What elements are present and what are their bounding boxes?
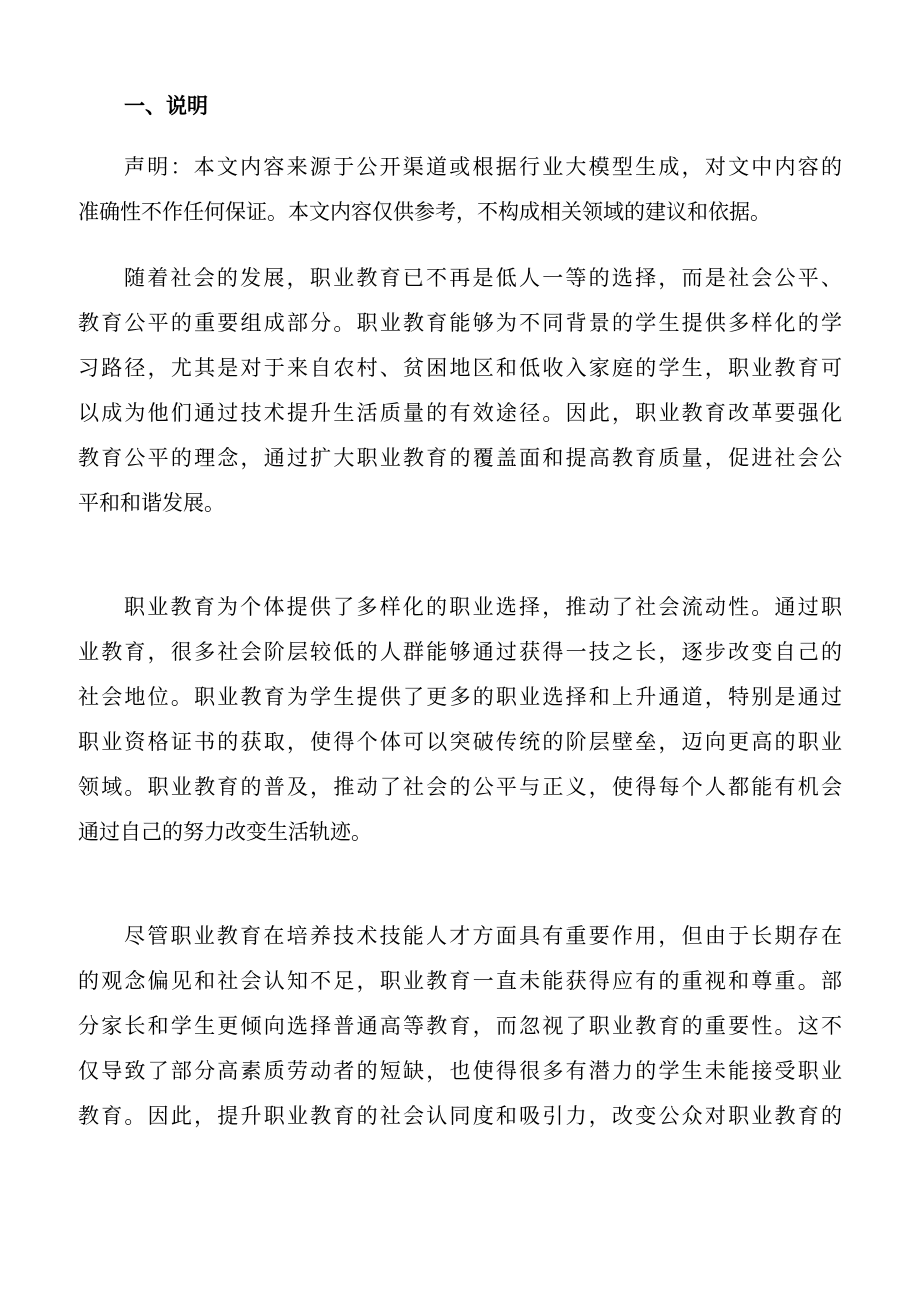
paragraph-line: 声明：本文内容来源于公开渠道或根据行业大模型生成，对文中内容的: [124, 155, 842, 179]
paragraph-line: 以成为他们通过技术提升生活质量的有效途径。因此，职业教育改革要强化: [78, 401, 842, 425]
body-paragraph: [78, 256, 842, 526]
paragraph-line: 的观念偏见和社会认知不足，职业教育一直未能获得应有的重视和尊重。部: [78, 969, 842, 993]
paragraph-line: 职业资格证书的获取，使得个体可以突破传统的阶层壁垒，迈向更高的职业: [78, 730, 842, 754]
paragraph-line: 分家长和学生更倾向选择普通高等教育，而忽视了职业教育的重要性。这不: [78, 1014, 842, 1038]
paragraph-line: 通过自己的努力改变生活轨迹。: [78, 820, 372, 844]
paragraph-line: 准确性不作任何保证。本文内容仅供参考，不构成相关领域的建议和依据。: [78, 200, 771, 224]
paragraph-line: 业教育，很多社会阶层较低的人群能够通过获得一技之长，逐步改变自己的: [78, 640, 842, 664]
paragraph-line: 尽管职业教育在培养技术技能人才方面具有重要作用，但由于长期存在: [124, 924, 842, 948]
paragraph-line: 教育。因此，提升职业教育的社会认同度和吸引力，改变公众对职业教育的: [78, 1104, 842, 1128]
body-paragraph: [78, 585, 842, 855]
paragraph-line: 领域。职业教育的普及，推动了社会的公平与正义，使得每个人都能有机会: [78, 775, 842, 799]
paragraph-line: 随着社会的发展，职业教育已不再是低人一等的选择，而是社会公平、: [124, 266, 842, 290]
paragraph-line: 平和和谐发展。: [78, 491, 225, 515]
body-paragraph: [78, 914, 842, 1139]
paragraph-line: 习路径，尤其是对于来自农村、贫困地区和低收入家庭的学生，职业教育可: [78, 356, 842, 380]
disclaimer-paragraph: [78, 145, 842, 235]
paragraph-line: 仅导致了部分高素质劳动者的短缺，也使得很多有潜力的学生未能接受职业: [78, 1059, 842, 1083]
paragraph-line: 职业教育为个体提供了多样化的职业选择，推动了社会流动性。通过职: [124, 595, 842, 619]
paragraph-line: 社会地位。职业教育为学生提供了更多的职业选择和上升通道，特别是通过: [78, 685, 842, 709]
section-heading: 一、说明: [124, 93, 208, 118]
paragraph-line: 教育公平的理念，通过扩大职业教育的覆盖面和提高教育质量，促进社会公: [78, 446, 842, 470]
paragraph-line: 教育公平的重要组成部分。职业教育能够为不同背景的学生提供多样化的学: [78, 311, 842, 335]
